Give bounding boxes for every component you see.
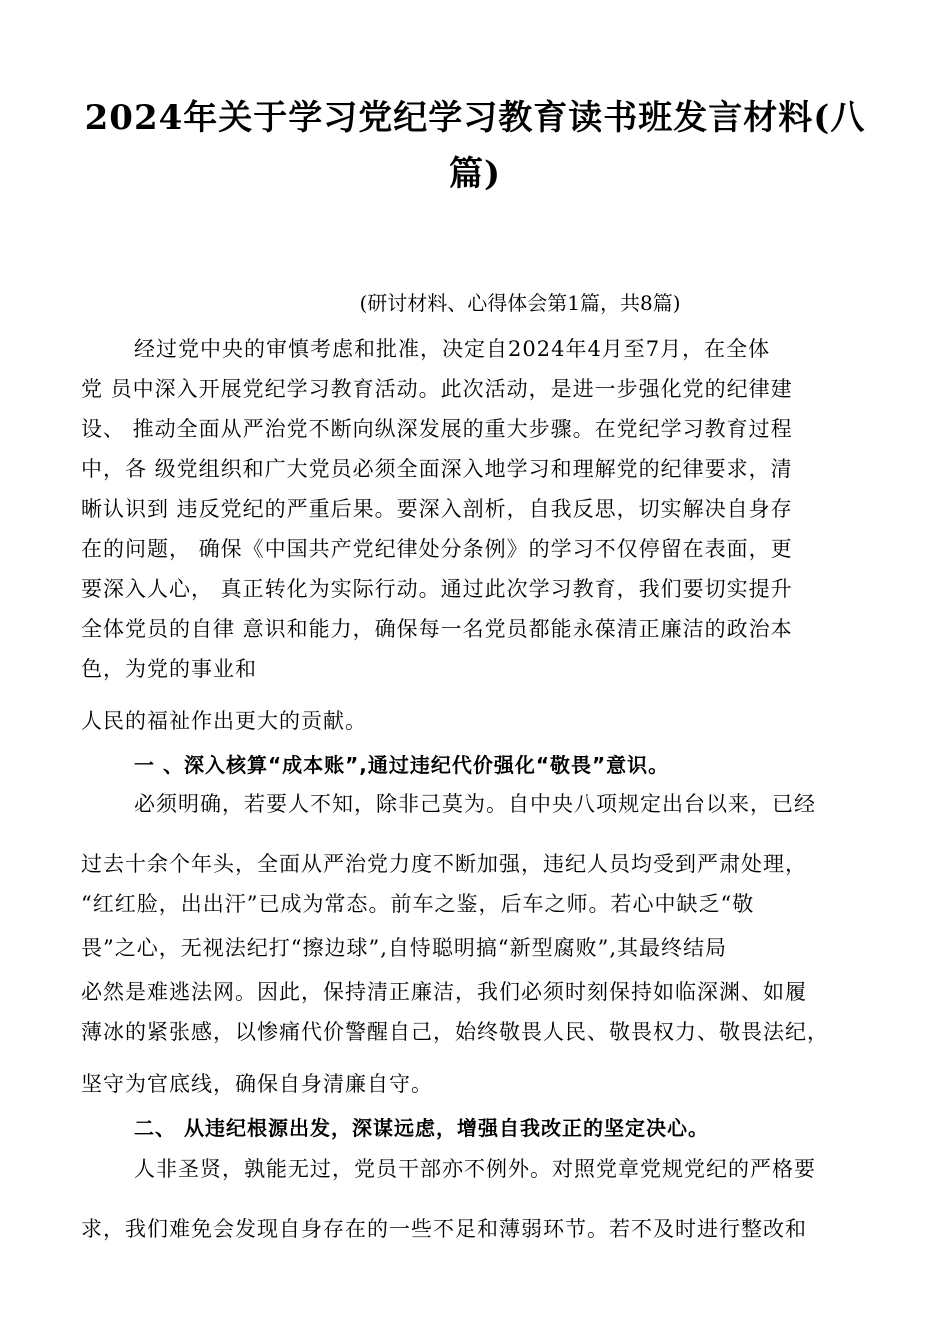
paragraph-2-line: 过去十余个年头，全面从严治党力度不断加强，违纪人员均受到严肃处理， [81, 852, 807, 876]
paragraph-3-line: 求，我们难免会发现自身存在的一些不足和薄弱环节。若不及时进行整改和 [81, 1217, 807, 1241]
section-heading-2: 二、 从违纪根源出发，深谋远虑，增强自我改正的坚定决心。 [134, 1116, 709, 1140]
paragraph-1-line: 晰认识到 违反党纪的严重后果。要深入剖析，自我反思，切实解决自身存 [81, 497, 793, 521]
paragraph-2-line: 必然是难逃法网。因此，保持清正廉洁，我们必须时刻保持如临深渊、如履 [81, 980, 807, 1004]
document-subtitle: (研讨材料、心得体会第1篇，共8篇) [359, 291, 681, 315]
paragraph-1-line: 中，各 级党组织和广大党员必须全面深入地学习和理解党的纪律要求，清 [81, 457, 793, 481]
paragraph-1-line: 人民的福祉作出更大的贡献。 [81, 709, 367, 733]
paragraph-2-line: 畏”之心，无视法纪打“擦边球”,自恃聪明搞“新型腐败”,其最终结局 [81, 936, 728, 960]
paragraph-2-line: 坚守为官底线，确保自身清廉自守。 [81, 1072, 433, 1096]
paragraph-3-line: 人非圣贤，孰能无过，党员干部亦不例外。对照党章党规党纪的严格要 [134, 1157, 816, 1181]
paragraph-1-line: 要深入人心， 真正转化为实际行动。通过此次学习教育，我们要切实提升 [81, 577, 793, 601]
section-heading-1: 一 、深入核算“成本账”,通过违纪代价强化“敬畏”意识。 [134, 753, 670, 777]
paragraph-1-line: 在的问题， 确保《中国共产党纪律处分条例》的学习不仅停留在表面，更 [81, 537, 793, 561]
paragraph-1-line: 全体党员的自律 意识和能力，确保每一名党员都能永葆清正廉洁的政治本 [81, 617, 793, 641]
paragraph-1-line: 经过党中央的审慎考虑和批准，决定自2024年4月至7月，在全体 [134, 337, 771, 361]
paragraph-2-line: 必须明确，若要人不知，除非己莫为。自中央八项规定出台以来，已经 [134, 792, 816, 816]
paragraph-2-line: 薄冰的紧张感，以惨痛代价警醒自己，始终敬畏人民、敬畏权力、敬畏法纪， [81, 1020, 829, 1044]
document-title [60, 90, 890, 202]
paragraph-1-line: 党 员中深入开展党纪学习教育活动。此次活动，是进一步强化党的纪律建 [81, 377, 793, 401]
paragraph-1-line: 设、 推动全面从严治党不断向纵深发展的重大步骤。在党纪学习教育过程 [81, 417, 793, 441]
title-line-2: 篇) [448, 154, 502, 194]
paragraph-2-line: “红红脸，出出汗”已成为常态。前车之鉴，后车之师。若心中缺乏“敬 [81, 892, 755, 916]
paragraph-1-line: 色，为党的事业和 [81, 657, 257, 681]
title-line-1: 2024年关于学习党纪学习教育读书班发言材料(八 [84, 98, 866, 138]
